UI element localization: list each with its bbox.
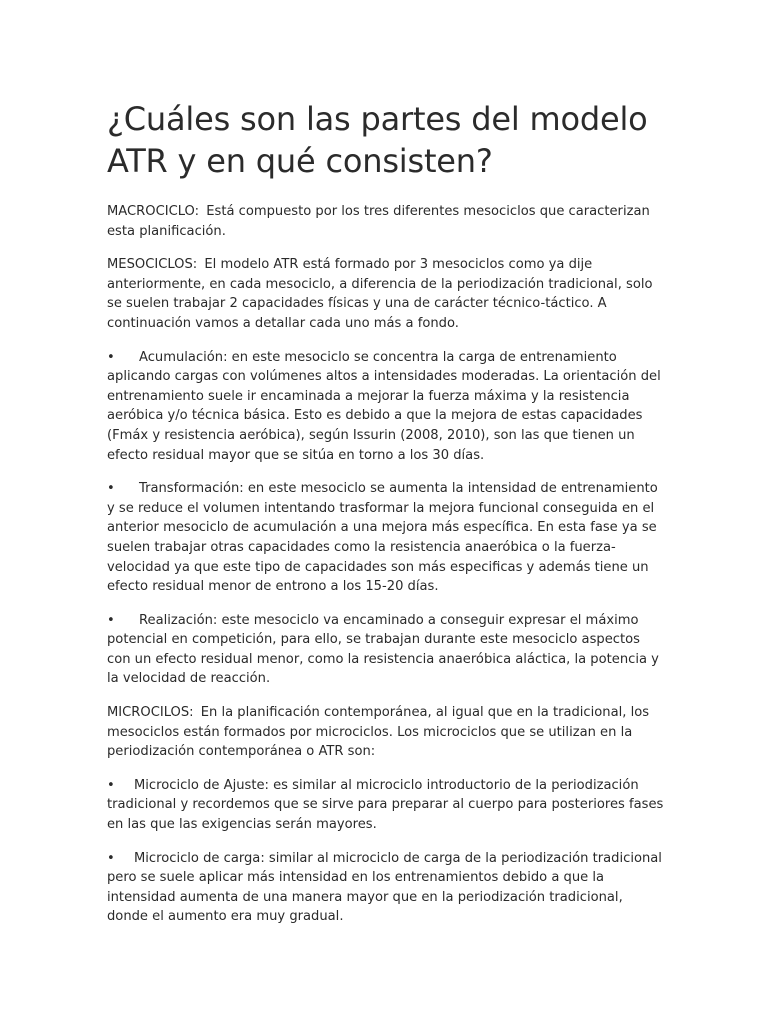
paragraph-mesociclos [107,255,667,333]
bullet-text: Microciclo de carga: similar al microciclo de carga de la periodización tradicional pero se suele aplicar más intensidad en los entrenamientos debido a que la intensidad aumenta de una manera mayor que en la periodización tradicional, donde el aumento era muy gradual. [107,850,662,925]
bullet-icon: • [107,850,115,866]
bullet-ajuste [107,776,667,835]
page-title: ¿Cuáles son las partes del modelo ATR y en qué consisten? [107,100,648,180]
paragraph-heading: MICROCILOS: [107,705,194,721]
bullet-icon: • [107,777,115,793]
bullet-icon: • [107,612,115,628]
bullet-text: Realización: este mesociclo va encaminado a conseguir expresar el máximo potencial en competición, para ello, se trabajan durante este mesociclo aspectos con un efecto residual menor, como la resistencia anaeróbica aláctica, la potencia y la velocidad de reacción. [107,612,659,687]
bullet-carga [107,849,667,927]
bullet-text: Microciclo de Ajuste: es similar al microciclo introductorio de la periodización tradicional y recordemos que se sirve para preparar al cuerpo para posteriores fases en las que las exigencias serán mayores. [107,777,664,833]
bullet-acumulacion [107,348,667,466]
paragraph-macrociclo [107,202,667,241]
paragraph-text: En la planificación contemporánea, al igual que en la tradicional, los mesociclos están formados por microciclos. Los microciclos que se utilizan en la periodización contemporánea o ATR son: [107,705,650,760]
paragraph-heading: MESOCICLOS: [107,257,198,273]
bullet-text: Transformación: en este mesociclo se aumenta la intensidad de entrenamiento y se reduce el volumen intentando trasformar la mejora funcional conseguida en el anterior mesociclo de acumulación a una mejora más específica. En esta fase ya se suelen trabajar otras capacidades como la resistencia anaeróbica o la fuerza-velocidad ya que este tipo de capacidades son más especificas y además tiene un efecto residual menor de entrono a los 15-20 días. [107,481,658,595]
paragraph-text: El modelo ATR está formado por 3 mesociclos como ya dije anteriormente, en cada mesociclo, a diferencia de la periodización tradicional, solo se suelen trabajar 2 capacidades físicas y una de carácter técnico-táctico. A continuación vamos a detallar cada uno más a fondo. [107,257,653,331]
bullet-icon: • [107,349,115,365]
bullet-text: Acumulación: en este mesociclo se concentra la carga de entrenamiento aplicando cargas con volúmenes altos a intensidades moderadas. La orientación del entrenamiento suele ir encaminada a mejorar la fuerza máxima y la resistencia aeróbica y/o técnica básica. Esto es debido a que la mejora de estas capacidades (Fmáx y resistencia aeróbica), según Issurin (2008, 2010), son las que tienen un efecto residual mayor que se sitúa en torno a los 30 días. [107,349,661,463]
bullet-transformacion [107,479,667,597]
paragraph-microcilos [107,703,667,762]
document-page [107,98,667,941]
bullet-icon: • [107,481,115,497]
bullet-realizacion [107,611,667,689]
paragraph-heading: MACROCICLO: [107,204,200,219]
paragraph-text: Está compuesto por los tres diferentes mesociclos que caracterizan esta planificación. [107,204,650,239]
